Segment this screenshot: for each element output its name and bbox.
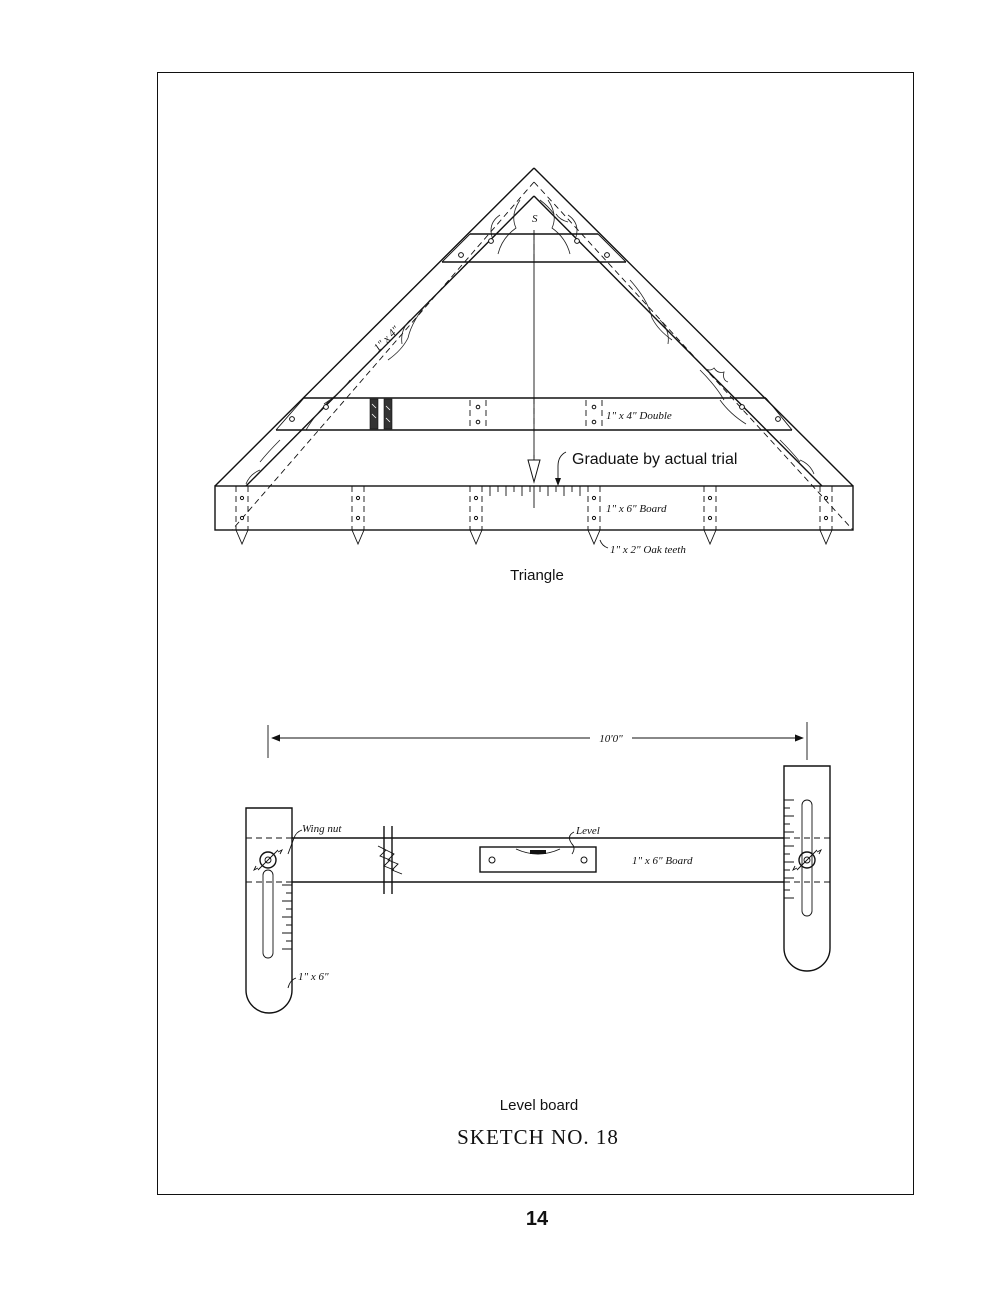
teeth-label: 1" x 2" Oak teeth [610,544,686,556]
base-board [215,486,853,544]
triangle-diagram [215,168,853,584]
dimension-line [268,722,807,760]
triangle-caption: Triangle [510,567,564,584]
foot-label: 1" x 6" [298,971,329,983]
graduation-scale [490,486,580,508]
level-board-diagram [246,722,830,1114]
graduate-label: Graduate by actual trial [572,451,738,468]
plumb-line [528,230,540,482]
brace-label: 1" x 4" Double [606,410,672,422]
wing-nut-leader [288,830,302,854]
right-foot [784,766,830,971]
left-foot [246,808,292,1013]
teeth-leader [600,540,608,548]
level-board-label: 1" x 6" Board [632,855,693,867]
spirit-level [480,847,596,872]
apex-mark: S [532,213,538,225]
sketch-title: SKETCH NO. 18 [457,1125,619,1149]
right-wing-nut [793,850,821,870]
level-board-caption: Level board [499,1097,579,1114]
page-number: 14 [525,1208,549,1230]
plumb-bob [528,460,540,482]
left-wing-nut [254,850,282,870]
dimension-label: 10'0" [599,733,623,745]
level-label: Level [576,825,600,837]
board-label: 1" x 6" Board [606,503,667,515]
level-leader [569,832,574,854]
main-board [292,826,784,894]
wing-nut-label: Wing nut [302,823,342,835]
rafter-label: 1" x 4" [371,323,402,355]
graduate-leader [558,452,566,480]
right-rafter [534,168,853,530]
